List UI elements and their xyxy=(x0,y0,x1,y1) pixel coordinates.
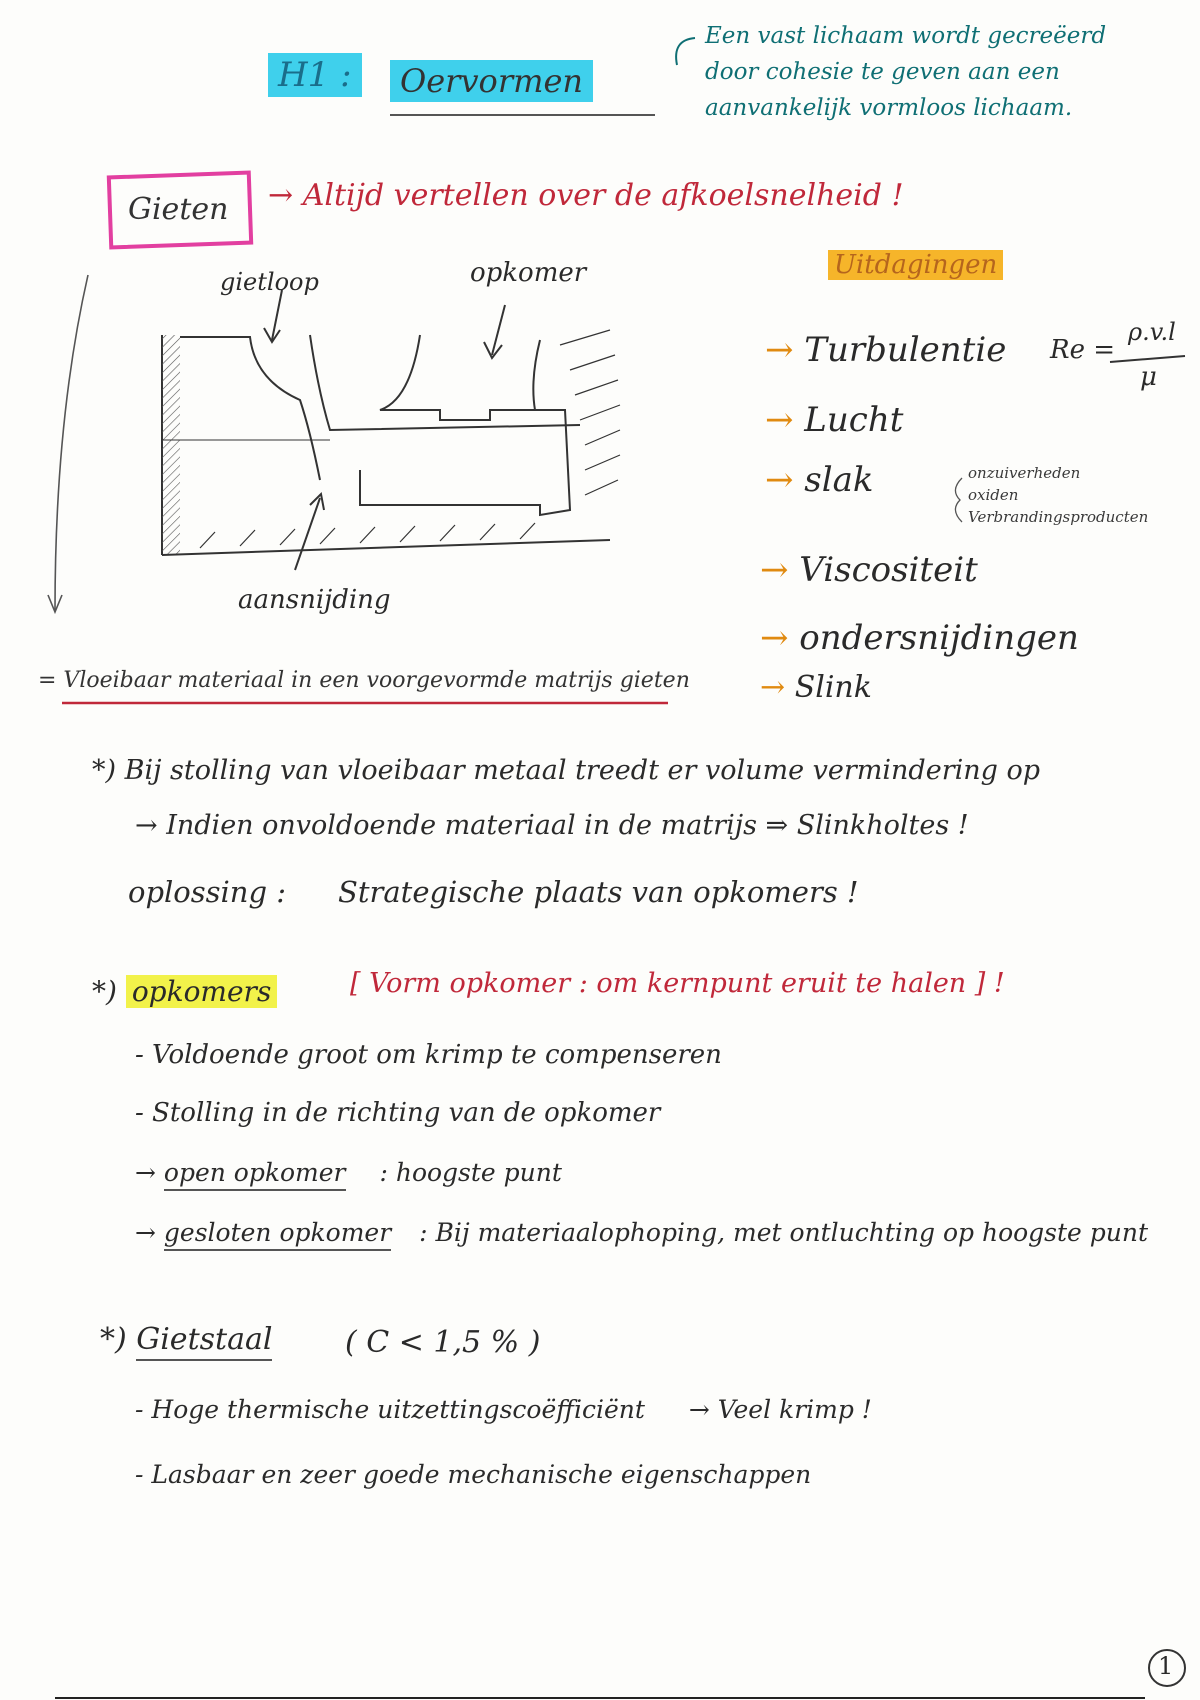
casting-note-text: Altijd vertellen over de afkoelsnelheid ! xyxy=(302,178,904,213)
closed-riser-label: gesloten opkomer xyxy=(164,1218,391,1251)
chapter-label-text: H1 : xyxy=(268,53,362,97)
page-number: 1 xyxy=(1158,1652,1174,1680)
orange-arrow-icon: → xyxy=(765,460,805,500)
reynolds-numerator: ρ.v.l xyxy=(1128,318,1176,346)
challenge-label: slak xyxy=(804,460,874,500)
cast-steel-line1-text: - Hoge thermische uitzettingscoëfficiënt xyxy=(135,1395,645,1424)
cast-steel-line1 xyxy=(135,1395,872,1424)
slag-detail: oxiden xyxy=(968,486,1019,504)
riser-arrow-icon xyxy=(492,305,505,355)
arrow-icon: → xyxy=(135,1158,164,1187)
challenge-item xyxy=(765,330,1006,370)
label-gate: aansnijding xyxy=(238,585,391,615)
chapter-label xyxy=(268,55,362,95)
challenge-label: ondersnijdingen xyxy=(799,618,1079,658)
challenge-label: Viscositeit xyxy=(799,550,978,590)
closed-riser-text: : Bij materiaalophoping, met ontluchting op hoogste punt xyxy=(419,1218,1149,1247)
risers-title xyxy=(92,975,277,1008)
sprue-arrow-icon xyxy=(272,290,282,340)
arrow-icon: → xyxy=(268,178,303,213)
challenge-item xyxy=(765,400,903,440)
open-riser-text: : hoogste punt xyxy=(379,1158,562,1187)
slag-detail: Verbrandingsproducten xyxy=(968,508,1149,526)
orange-arrow-icon: → xyxy=(765,400,805,440)
definition-line: Een vast lichaam wordt gecreëerd xyxy=(705,23,1107,49)
cast-steel-line2: - Lasbaar en zeer goede mechanische eigenschappen xyxy=(135,1460,812,1489)
arrow-icon: → xyxy=(135,1218,164,1247)
challenges-title xyxy=(828,250,1003,280)
solidification-line1-text: Bij stolling van vloeibaar metaal treedt er volume vermindering op xyxy=(124,755,1041,786)
label-riser: opkomer xyxy=(470,258,587,288)
chapter-title-text: Oervormen xyxy=(390,60,593,102)
open-riser-label: open opkomer xyxy=(164,1158,346,1191)
orange-arrow-icon: → xyxy=(760,618,800,658)
riser-item: - Voldoende groot om krimp te compenseren xyxy=(135,1040,722,1070)
solidification-line2 xyxy=(135,810,969,841)
label-sprue: gietloop xyxy=(220,268,319,296)
orange-arrow-icon: → xyxy=(765,330,805,370)
reynolds-lhs: Re = xyxy=(1050,335,1116,365)
challenge-label: Slink xyxy=(794,670,872,705)
definition-line: door cohesie te geven aan een xyxy=(705,59,1060,85)
gate-arrow-icon xyxy=(295,498,320,570)
solution-text: Strategische plaats van opkomers ! xyxy=(338,875,859,909)
closed-riser xyxy=(135,1218,1148,1247)
arrow-icon: → xyxy=(688,1395,718,1424)
solution-label: oplossing : xyxy=(128,875,287,909)
definition-line: aanvankelijk vormloos lichaam. xyxy=(705,95,1073,121)
slag-detail: onzuiverheden xyxy=(968,464,1081,482)
orange-arrow-icon: → xyxy=(760,550,800,590)
challenge-item xyxy=(760,550,978,590)
slag-details xyxy=(968,462,1148,528)
solidification-line1 xyxy=(92,755,1040,786)
cast-steel-title-text: Gietstaal xyxy=(136,1322,272,1361)
reynolds-denominator: μ xyxy=(1140,362,1157,392)
slag-brace xyxy=(955,478,962,522)
chapter-title xyxy=(390,62,593,100)
bullet-icon: *) xyxy=(100,1322,137,1357)
challenge-item xyxy=(765,460,874,500)
solidification-line2-text: Indien onvoldoende materiaal in de matrijs ⇒ Slinkholtes ! xyxy=(166,810,969,841)
casting-definition: = Vloeibaar materiaal in een voorgevormde matrijs gieten xyxy=(38,668,690,693)
header-definition xyxy=(705,18,1106,126)
challenge-label: Lucht xyxy=(804,400,904,440)
mould-diagram xyxy=(162,330,620,555)
long-arrow-icon xyxy=(55,275,88,610)
challenges-title-text: Uitdagingen xyxy=(828,250,1003,280)
challenge-item xyxy=(760,618,1079,658)
casting-note xyxy=(268,178,904,213)
bullet-icon: *) xyxy=(92,975,126,1008)
risers-bracket-note: [ Vorm opkomer : om kernpunt eruit te halen ] ! xyxy=(350,968,1005,999)
casting-title: Gieten xyxy=(128,192,229,227)
challenge-label: Turbulentie xyxy=(804,330,1007,370)
risers-title-text: opkomers xyxy=(126,975,277,1008)
cast-steel-line1-result: Veel krimp ! xyxy=(717,1395,872,1424)
definition-arrow xyxy=(676,38,695,65)
orange-arrow-icon: → xyxy=(760,670,795,705)
riser-item: - Stolling in de richting van de opkomer xyxy=(135,1098,661,1128)
cast-steel-title xyxy=(100,1322,272,1357)
cast-steel-condition: ( C < 1,5 % ) xyxy=(345,1325,541,1360)
bullet-icon: *) xyxy=(92,755,125,786)
arrow-icon: → xyxy=(135,810,167,841)
challenge-item xyxy=(760,670,872,705)
open-riser xyxy=(135,1158,562,1187)
